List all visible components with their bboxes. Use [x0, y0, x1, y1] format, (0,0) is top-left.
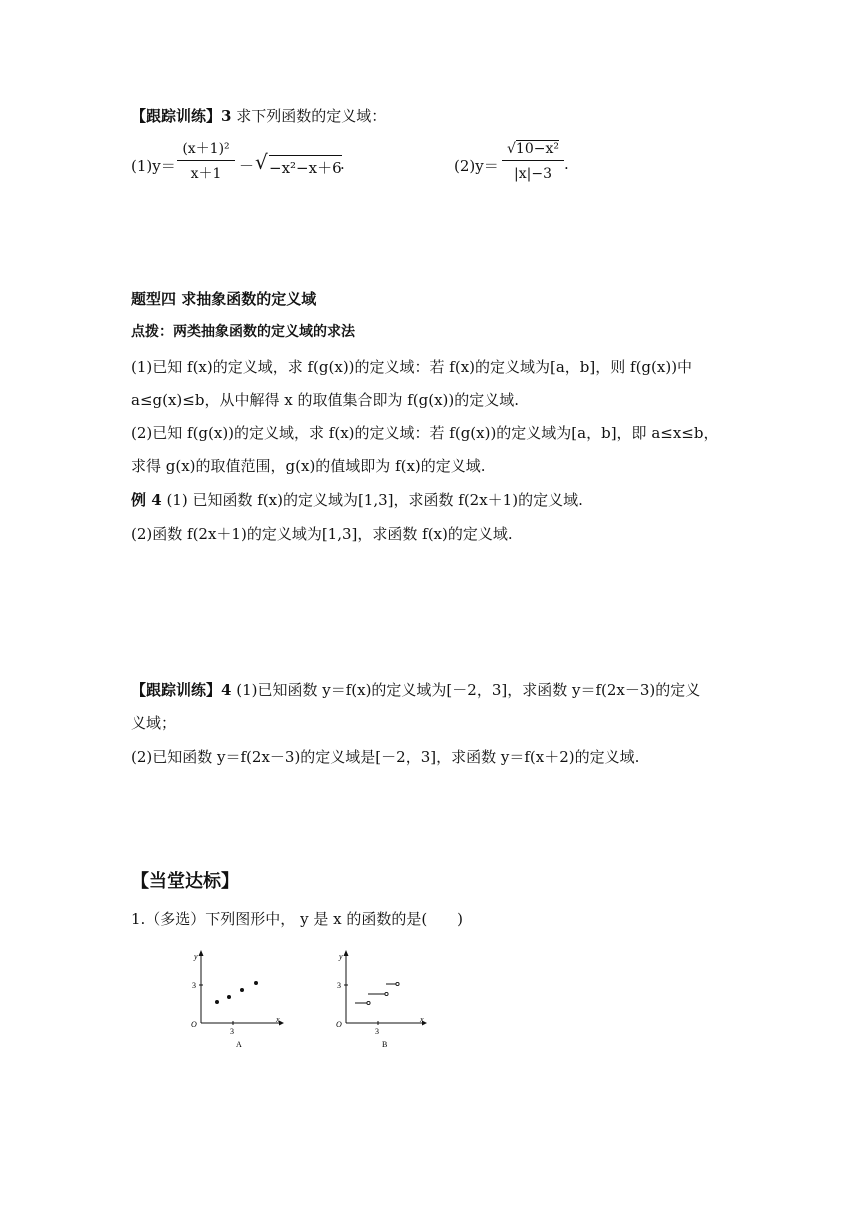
type4-line2: a≤g(x)≤b，从中解得 x 的取值集合即为 f(g(x))的定义域.	[131, 391, 520, 409]
exercise3-part2-formula: (2)y＝ √10−x² |x|−3 .	[454, 141, 569, 182]
figure-b	[330, 948, 430, 1058]
figure-caption: B	[382, 1040, 388, 1049]
type4-title: 题型四 求抽象函数的定义域	[131, 290, 317, 308]
x-tick-label: 3	[230, 1027, 234, 1036]
type4-tip-title: 点拨：两类抽象函数的定义域的求法	[131, 324, 355, 340]
open-endpoint	[367, 1001, 370, 1004]
data-point	[215, 1000, 219, 1004]
figure-a	[185, 948, 285, 1058]
example4-line2: (2)函数 f(2x＋1)的定义域为[1,3]，求函数 f(x)的定义域.	[131, 525, 513, 543]
x-axis-label: x	[420, 1015, 424, 1024]
exercise4-heading: 【跟踪训练】4	[131, 681, 232, 699]
fraction: √10−x² |x|−3	[502, 140, 564, 183]
type4-line4: 求得 g(x)的取值范围，g(x)的值域即为 f(x)的定义域.	[131, 457, 486, 475]
fraction: (x＋1)² x＋1	[177, 140, 235, 183]
sqrt-sign: √	[255, 150, 268, 174]
y-axis-label: y	[194, 952, 198, 961]
origin-label: O	[191, 1020, 197, 1029]
data-point	[254, 981, 258, 985]
type4-line3: (2)已知 f(g(x))的定义域，求 f(x)的定义域：若 f(g(x))的定义域为[a，b]，即 a≤x≤b，	[131, 424, 719, 442]
y-tick-label: 3	[192, 981, 196, 990]
origin-label: O	[336, 1020, 342, 1029]
exercise3-prompt: 【跟踪训练】3 求下列函数的定义域：	[131, 107, 387, 125]
data-point	[227, 995, 231, 999]
exercise4-line1: 【跟踪训练】4 (1)已知函数 y＝f(x)的定义域为[－2，3]，求函数 y＝f(2x－3)的定义	[131, 681, 701, 699]
example4-line1: 例 4 (1) 已知函数 f(x)的定义域为[1,3]，求函数 f(2x＋1)的定义域.	[131, 491, 583, 509]
y-tick-label: 3	[337, 981, 341, 990]
open-endpoint	[385, 992, 388, 995]
open-endpoint	[396, 982, 399, 985]
exercise4-line3: (2)已知函数 y＝f(2x－3)的定义域是[－2，3]，求函数 y＝f(x＋2)的定义域.	[131, 748, 640, 766]
data-point	[240, 988, 244, 992]
x-axis-label: x	[276, 1015, 280, 1024]
example4-label: 例 4	[131, 491, 162, 509]
exercise4-line2: 义域；	[131, 714, 177, 732]
exercise3-part1-formula: (1)y＝ (x＋1)² x＋1 － √ −x²−x＋6 .	[131, 141, 345, 182]
exercise3-heading: 【跟踪训练】3	[131, 107, 232, 125]
x-tick-label: 3	[375, 1027, 379, 1036]
question1: 1.（多选）下列图形中， y 是 x 的函数的是( )	[131, 910, 464, 928]
type4-line1: (1)已知 f(x)的定义域，求 f(g(x))的定义域：若 f(x)的定义域为[a，b]，则 f(g(x))中	[131, 358, 693, 376]
classwork-title: 【当堂达标】	[131, 871, 239, 892]
sqrt-sign: √	[507, 141, 516, 157]
y-axis-label: y	[339, 952, 343, 961]
figure-caption: A	[236, 1040, 242, 1049]
